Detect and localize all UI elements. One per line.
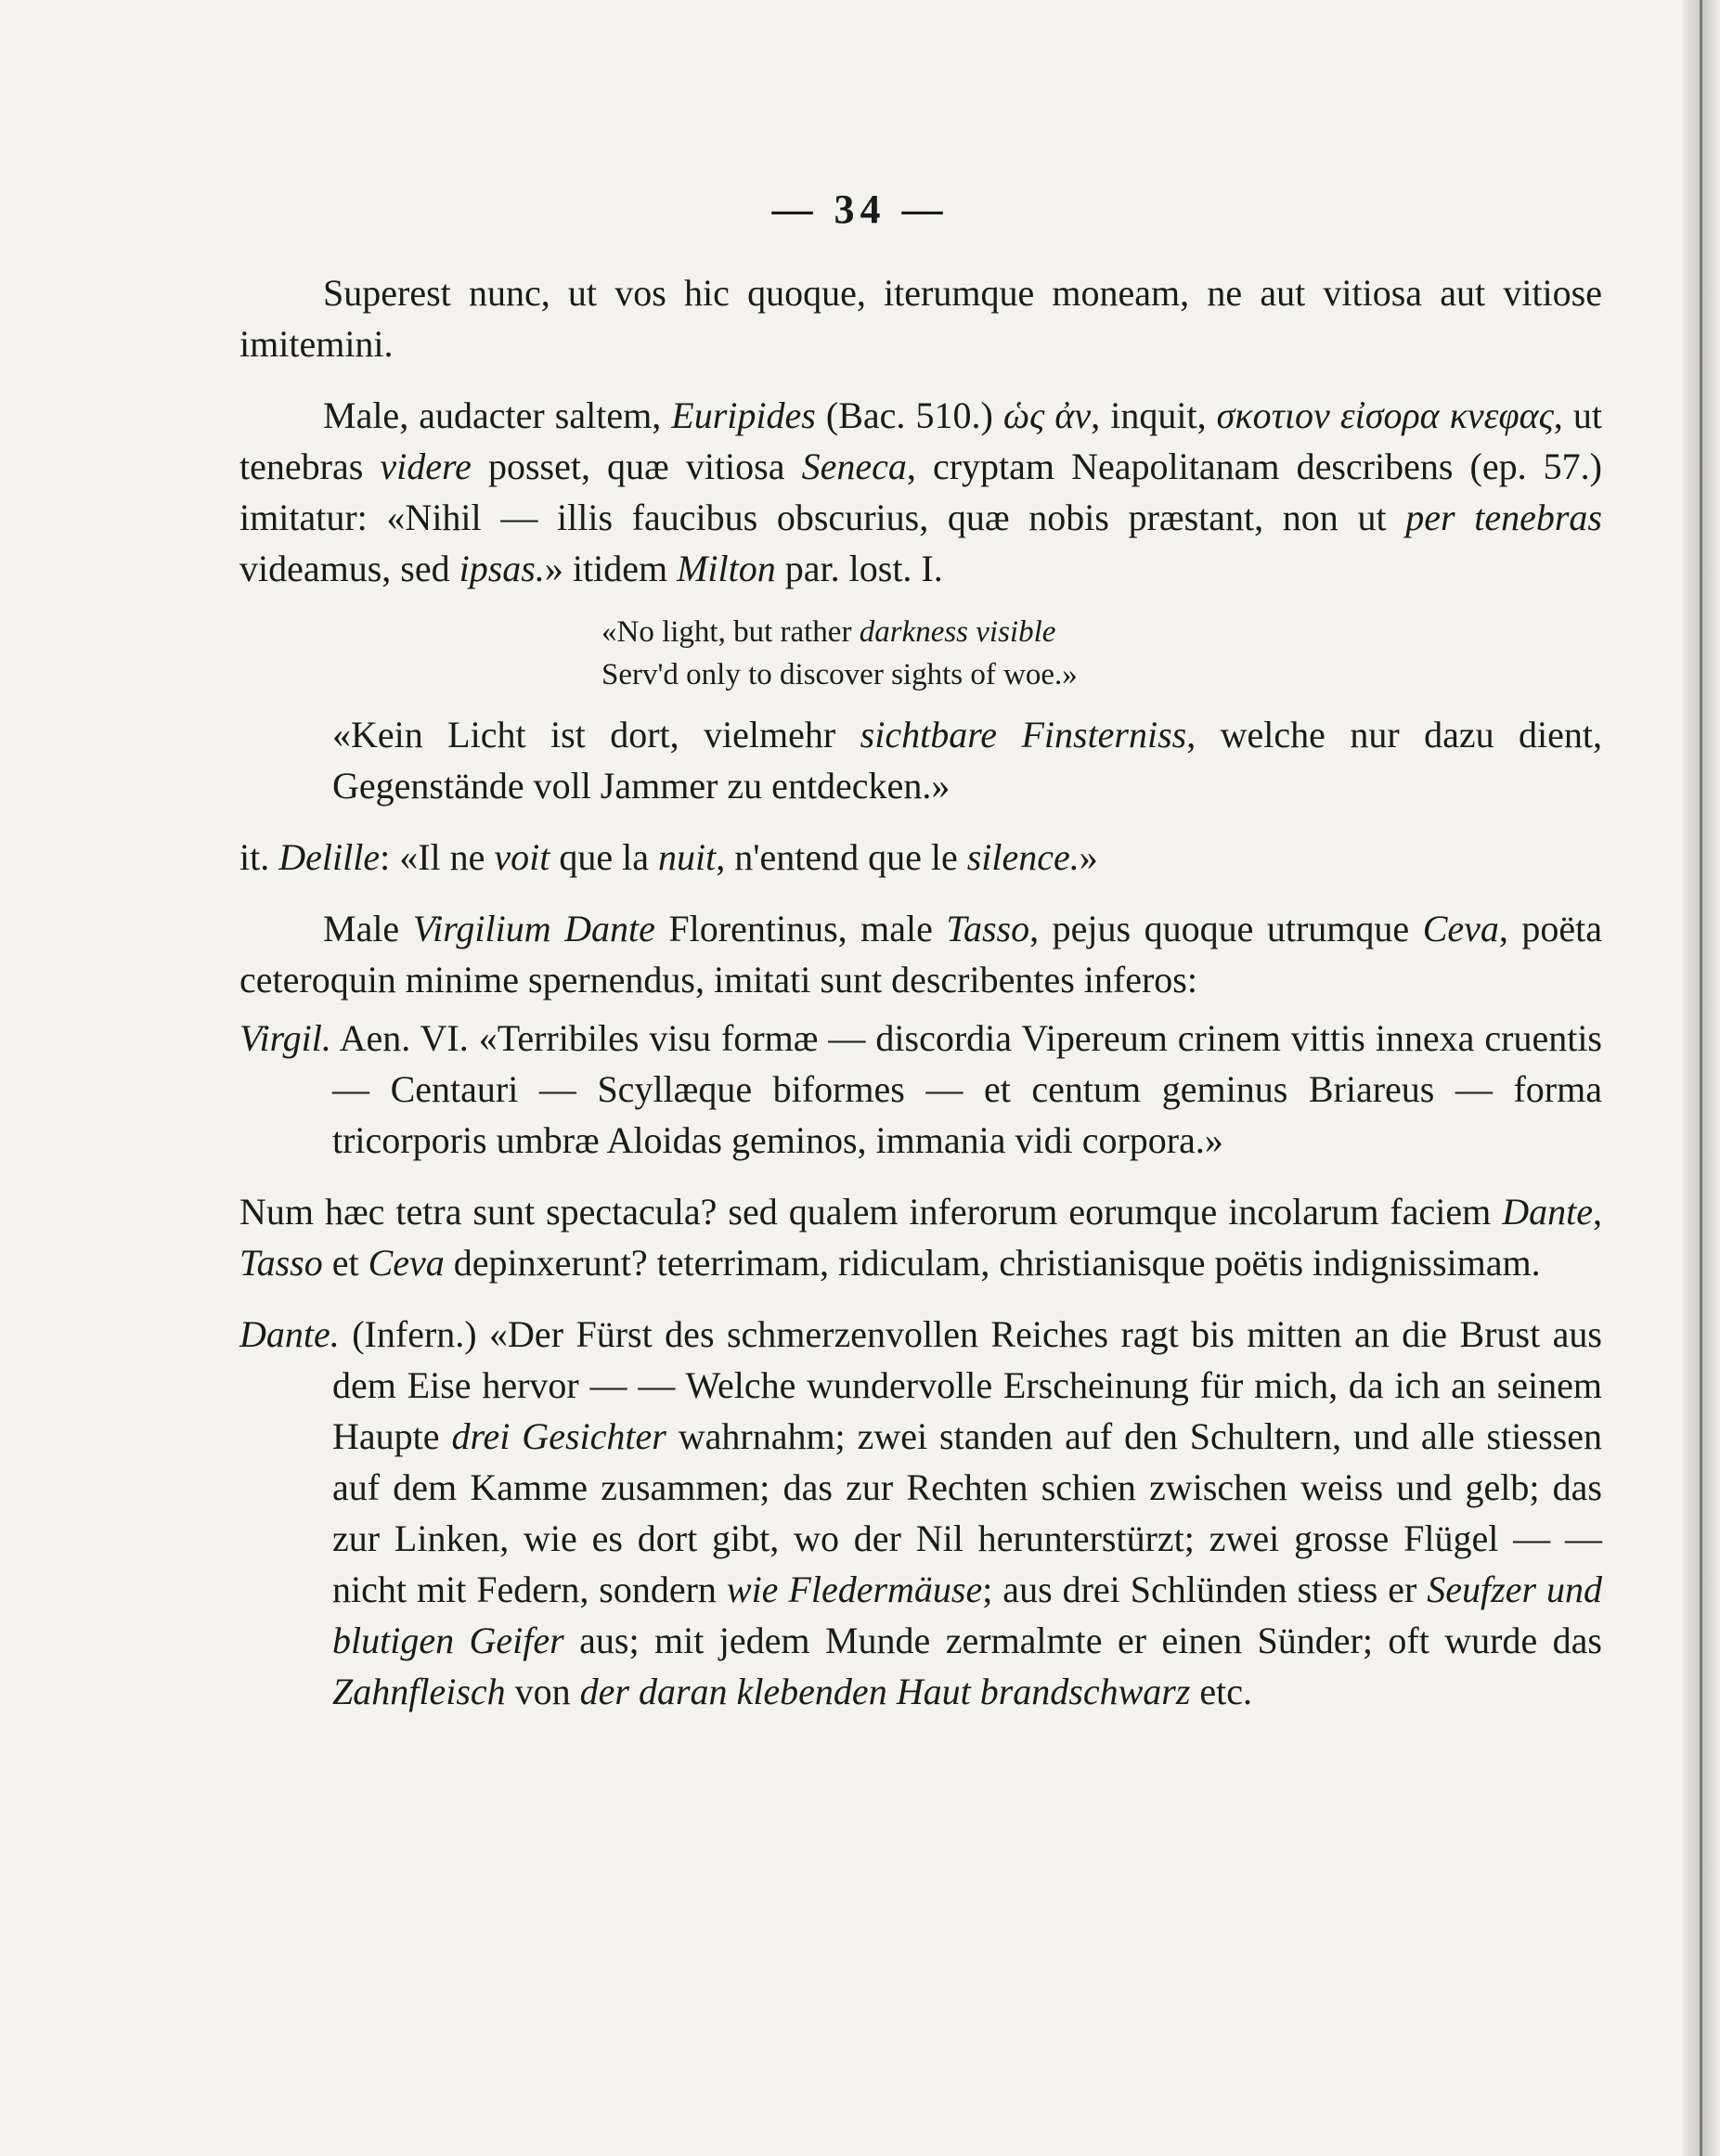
italic-phrase: der daran klebenden Haut brandschwarz [579, 1671, 1191, 1712]
greek-text: ὡς ἀν [1002, 394, 1092, 436]
text: depinxerunt? teterrimam, ridiculam, christianisque poëtis indignissimam. [444, 1242, 1541, 1284]
author-euripides: Euripides [671, 394, 816, 436]
page-edge-line [1700, 0, 1702, 2156]
page-body [239, 186, 1602, 1717]
page-number: — 34 — [771, 187, 949, 232]
text: «No light, but rather [601, 615, 860, 649]
text: , n'entend que le [716, 836, 967, 878]
text: , [1593, 1191, 1602, 1233]
italic-phrase: per tenebras [1405, 497, 1602, 538]
virgil-label: Virgil. [239, 1017, 331, 1059]
italic-word: voit [494, 836, 550, 878]
italic-word: Zahnfleisch [332, 1671, 506, 1712]
italic-phrase: wie Fledermäuse [726, 1569, 983, 1610]
text: ; aus drei Schlünden stiess er [982, 1569, 1428, 1610]
text: : «Il ne [380, 836, 495, 878]
paragraph-3 [239, 903, 1602, 1005]
text: Num hæc tetra sunt spectacula? sed qualem inferorum eorumque incolarum faciem [239, 1191, 1503, 1233]
text: » itidem [544, 548, 678, 589]
text: , ut tenebras [239, 394, 1602, 487]
text: (Bac. 510.) [815, 394, 1003, 436]
page-edge [1683, 0, 1720, 2156]
text: Male, audacter saltem, [323, 394, 672, 436]
text: , poëta ceteroquin minime spernendus, imitati sunt describentes inferos: [239, 908, 1603, 1001]
text: Male [323, 908, 413, 949]
italic-word: videre [380, 445, 472, 487]
author-delille: Delille [278, 836, 381, 878]
text: etc. [1190, 1671, 1253, 1712]
italic-phrase: sichtbare Finsterniss [860, 714, 1187, 755]
author-tasso: Tasso [239, 1242, 323, 1284]
text: posset, quæ vitiosa [471, 445, 802, 487]
text: , cryptam Neapolitanam describens (ep. 57.) imitatur: «Nihil — illis faucibus obscurius, quæ nobis præstant, non ut [239, 445, 1602, 538]
milton-quote [601, 611, 1602, 696]
dante-label: Dante. [239, 1313, 340, 1355]
italic-phrase: Virgilium Dante [412, 908, 655, 949]
greek-text: σκοτιον εἰσορα κνεφας [1216, 394, 1554, 436]
author-ceva: Ceva [1422, 908, 1499, 949]
text: et [322, 1242, 369, 1284]
text: von [505, 1671, 580, 1712]
italic-word: nuit [658, 836, 717, 878]
italic-word: silence. [966, 836, 1080, 878]
text: Florentinus, male [654, 908, 947, 949]
dante-quote [239, 1309, 1602, 1717]
text: «Kein Licht ist dort, vielmehr [332, 714, 860, 755]
quote-line-2: Serv'd only to discover sights of woe.» [601, 658, 1078, 691]
text: (Infern.) «Der Fürst des schmerzenvollen Reiches ragt bis mitten an die Brust aus dem Eise hervor — — Welche wundervolle Erscheinung für mich, da ich an seinem Haupte [332, 1313, 1602, 1457]
text: Aen. VI. «Terribiles visu formæ — discordia Vipereum crinem vittis innexa cruentis — Centauri — Scyllæque biformes — et centum geminus Briareus — forma tricorporis umbræ Aloidas geminos, immania vidi corpora.» [330, 1017, 1602, 1161]
author-tasso: Tasso [946, 908, 1030, 949]
text: aus; mit jedem Munde zermalmte er einen Sünder; oft wurde das [563, 1620, 1602, 1661]
text: » [1079, 836, 1098, 878]
author-milton: Milton [677, 548, 776, 589]
quote-line-1 [601, 611, 1602, 653]
text: , inquit, [1091, 394, 1217, 436]
italic-phrase: Seufzer und blutigen Geifer [332, 1569, 1602, 1661]
author-seneca: Seneca [801, 445, 907, 487]
italic-word: ipsas. [459, 548, 545, 589]
text: videamus, sed [239, 548, 459, 589]
virgil-quote [239, 1013, 1602, 1166]
italic-phrase: drei Gesichter [451, 1415, 666, 1457]
text: que la [550, 836, 659, 878]
text: it. [239, 836, 279, 878]
paragraph-2 [239, 390, 1602, 594]
text: , pejus quoque utrumque [1029, 908, 1423, 949]
text: par. lost. I. [775, 548, 943, 589]
author-ceva: Ceva [368, 1242, 445, 1284]
paragraph-4 [239, 1186, 1602, 1288]
text: wahrnahm; zwei standen auf den Schultern, und alle stiessen auf dem Kamme zusammen; das zur Rechten schien zwischen weiss und gelb; das zur Linken, wie es dort gibt, wo der Nil herunterstürzt; zwei grosse Flügel — — nicht mit Federn, sondern [332, 1415, 1602, 1610]
author-dante: Dante [1502, 1191, 1593, 1233]
paragraph-1: Superest nunc, ut vos hic quoque, iterumque moneam, ne aut vitiosa aut vitiose imitemini. [239, 272, 1602, 365]
italic-phrase: darkness visible [859, 615, 1056, 649]
german-translation [332, 709, 1602, 811]
delille-line [239, 832, 1602, 883]
text: , welche nur dazu dient, Gegenstände voll Jammer zu entdecken.» [332, 714, 1602, 807]
